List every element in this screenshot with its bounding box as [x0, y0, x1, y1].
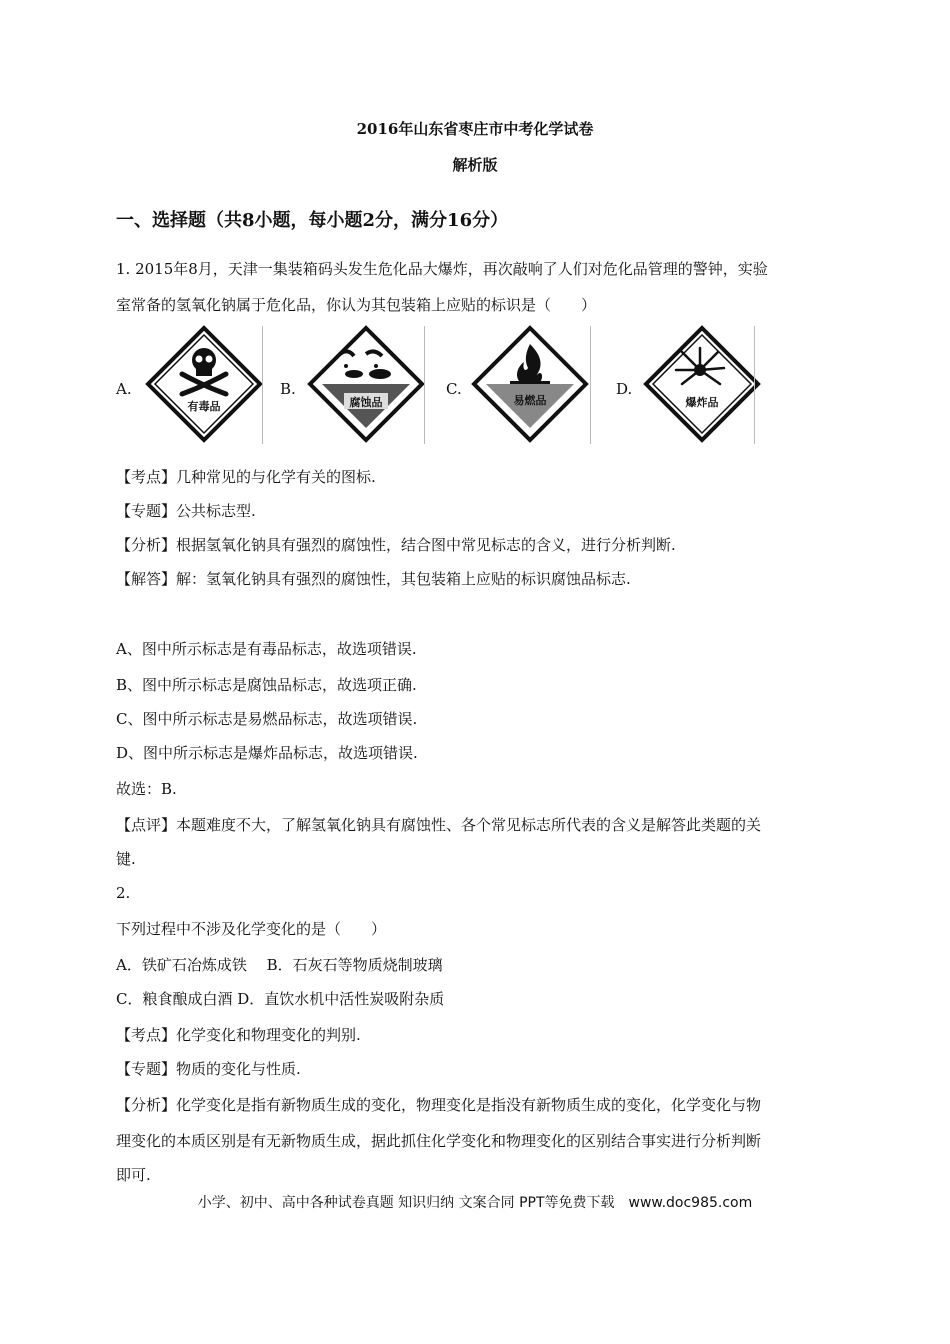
exam-subtitle: 解析版	[452, 156, 498, 174]
q1-stem-line2: 室常备的氢氧化钠属于危化品，你认为其包装箱上应贴的标识是（ ）	[116, 296, 597, 314]
q2-fenxi-line2: 理变化的本质区别是有无新物质生成，据此抓住化学变化和物理变化的区别结合事实进行分析判断	[116, 1132, 762, 1150]
q2-kaodian: 【考点】化学变化和物理变化的判别.	[116, 1026, 361, 1044]
q1-kaodian: 【考点】几种常见的与化学有关的图标.	[116, 468, 376, 486]
q1-options-row	[116, 324, 756, 444]
page-footer: 小学、初中、高中各种试卷真题 知识归纳 文案合同 PPT等免费下载 www.doc985.com	[197, 1195, 753, 1211]
option-a-label: A.	[116, 380, 132, 398]
q1-option-d-analysis: D、图中所示标志是爆炸品标志，故选项错误.	[116, 744, 418, 762]
q1-answer: 故选：B.	[116, 780, 177, 798]
q1-jieda: 【解答】解：氢氧化钠具有强烈的腐蚀性，其包装箱上应贴的标识腐蚀品标志.	[116, 570, 631, 588]
section-heading: 一、选择题（共8小题，每小题2分，满分16分）	[116, 210, 509, 231]
q1-stem-line1: 1. 2015年8月，天津一集装箱码头发生危化品大爆炸，再次敲响了人们对危化品管理的警钟，实验	[116, 260, 768, 278]
option-b-sign-text: 腐蚀品	[349, 396, 383, 409]
q1-fenxi: 【分析】根据氢氧化钠具有强烈的腐蚀性，结合图中常见标志的含义，进行分析判断.	[116, 536, 676, 554]
skull-crossbones-icon	[144, 324, 264, 444]
q2-zhuanti: 【专题】物质的变化与性质.	[116, 1060, 301, 1078]
q1-option-a-analysis: A、图中所示标志是有毒品标志，故选项错误.	[116, 640, 417, 658]
option-d-sign-text: 爆炸品	[685, 396, 719, 409]
q1-dianping-line2: 键.	[116, 850, 136, 868]
q2-fenxi-line1: 【分析】化学变化是指有新物质生成的变化，物理变化是指没有新物质生成的变化，化学变化与物	[116, 1096, 762, 1114]
corrosive-icon	[306, 324, 426, 444]
explosion-icon	[642, 324, 762, 444]
option-c-label: C.	[446, 380, 462, 398]
q2-options-line1: A．铁矿石冶炼成铁 B．石灰石等物质烧制玻璃	[116, 956, 443, 974]
q1-zhuanti: 【专题】公共标志型.	[116, 502, 256, 520]
option-b-label: B.	[280, 380, 296, 398]
q2-fenxi-line3: 即可.	[116, 1166, 151, 1184]
divider	[262, 326, 263, 444]
option-a-sign-text: 有毒品	[187, 400, 221, 413]
q2-stem: 下列过程中不涉及化学变化的是（ ）	[116, 920, 387, 938]
q2-options-line2: C．粮食酿成白酒 D．直饮水机中活性炭吸附杂质	[116, 990, 445, 1008]
divider	[424, 326, 425, 444]
q1-dianping-line1: 【点评】本题难度不大，了解氢氧化钠具有腐蚀性、各个常见标志所代表的含义是解答此类题的关	[116, 816, 762, 834]
q1-option-c-analysis: C、图中所示标志是易燃品标志，故选项错误.	[116, 710, 418, 728]
option-c-sign-text: 易燃品	[513, 394, 547, 407]
q1-option-b-analysis: B、图中所示标志是腐蚀品标志，故选项正确.	[116, 676, 417, 694]
divider	[754, 326, 755, 444]
exam-title: 2016年山东省枣庄市中考化学试卷	[356, 120, 594, 138]
flame-icon	[470, 324, 590, 444]
q2-number: 2.	[116, 884, 131, 902]
option-d-label: D.	[616, 380, 633, 398]
divider	[590, 326, 591, 444]
